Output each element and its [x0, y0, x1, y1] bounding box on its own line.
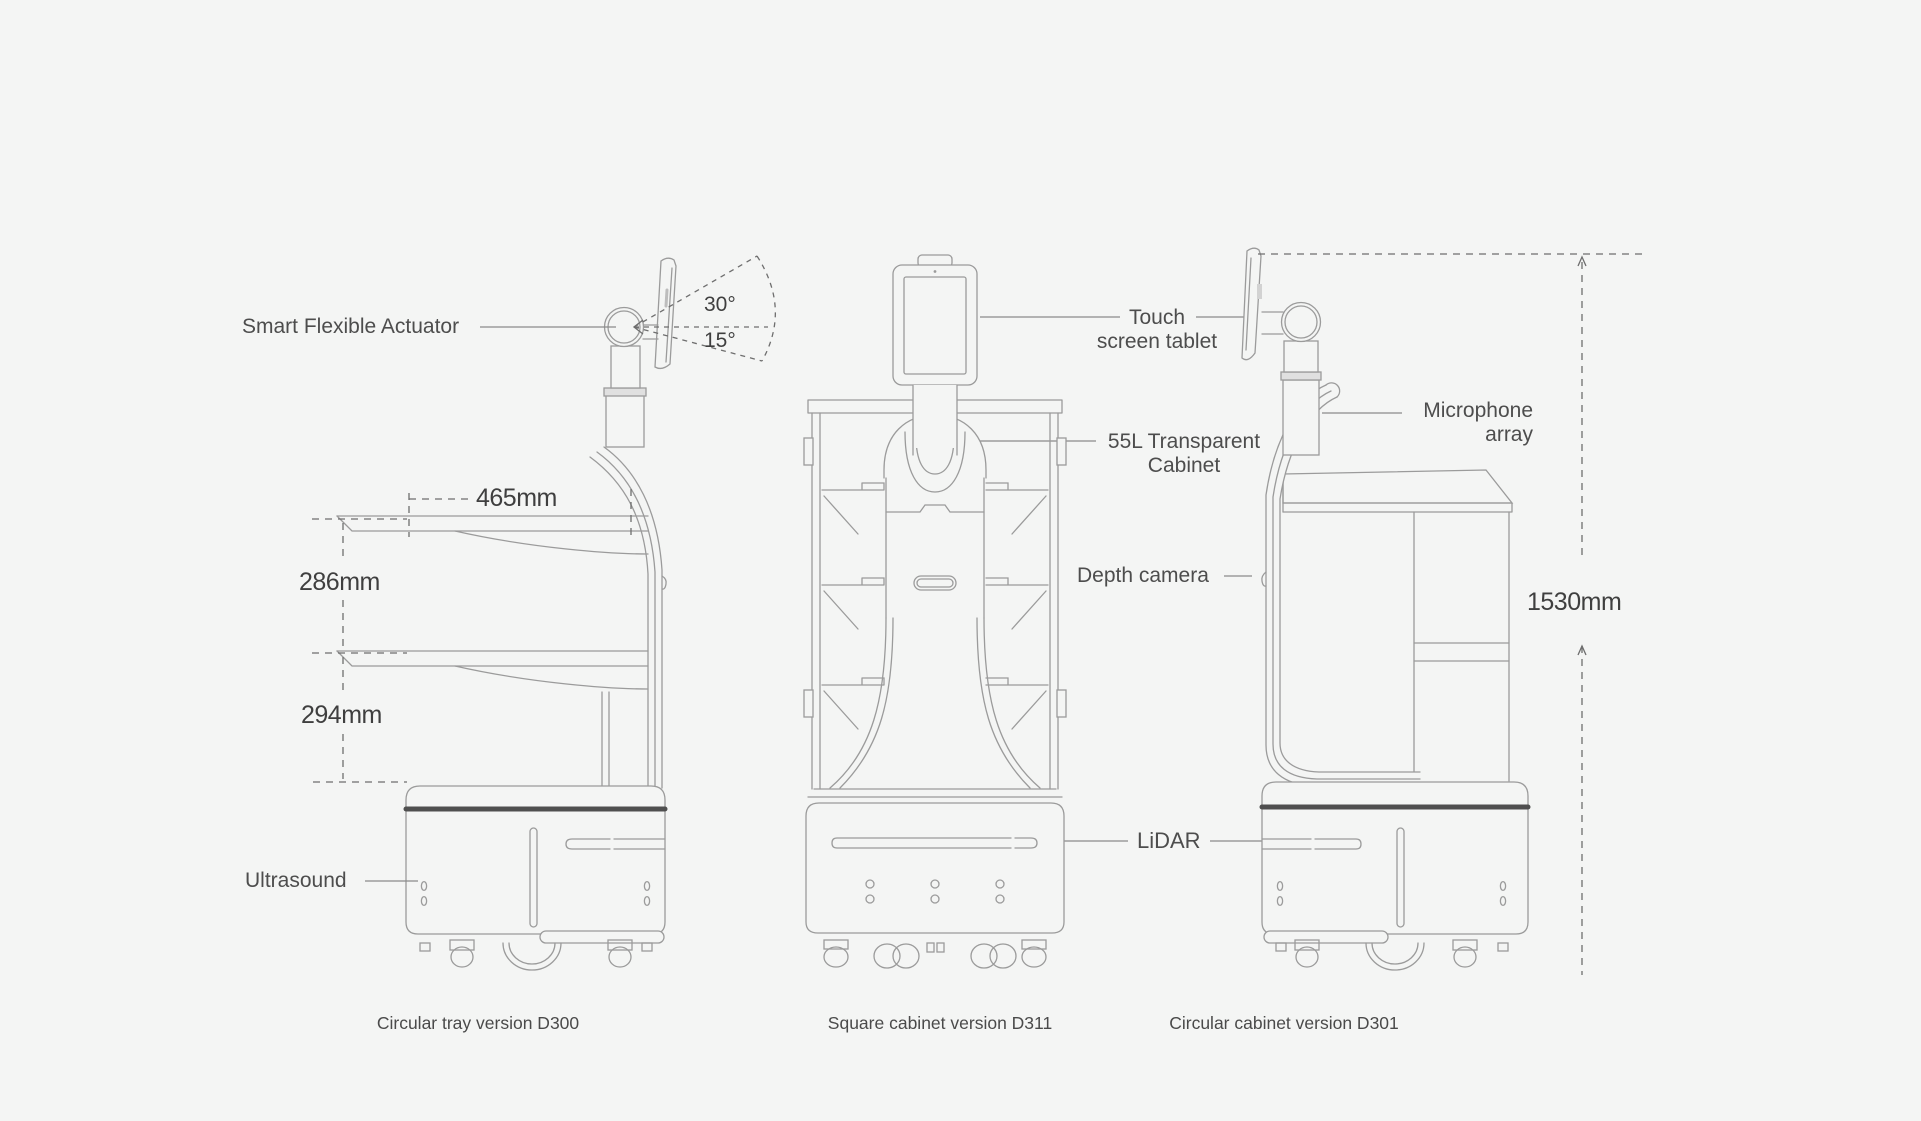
d311-shelves: [822, 483, 1048, 729]
d301-tablet-camera-bump: [1257, 284, 1262, 299]
angle-arc: [757, 256, 775, 361]
d300-actuator-pole: [604, 346, 646, 447]
d311-handle-pill: [914, 576, 956, 590]
dim-tray-gap-upper: 286mm: [299, 568, 380, 596]
angle-30-ray: [634, 256, 757, 327]
d311-arm-right-outer: [984, 618, 1040, 788]
dim-tray-gap-lower: 294mm: [301, 701, 382, 729]
label-touch-screen-tablet-line2: screen tablet: [1096, 330, 1218, 353]
d311-wheels: [824, 940, 1046, 968]
d301-base: [1262, 782, 1528, 970]
d311-cabinet-floor: [808, 789, 1062, 797]
caption-d300: Circular tray version D300: [376, 1013, 580, 1033]
label-ultrasound: Ultrasound: [245, 869, 347, 892]
label-lidar: LiDAR: [1137, 828, 1201, 853]
d301-actuator-pole: [1281, 341, 1321, 455]
label-55l-cabinet-line1: 55L Transparent: [1107, 430, 1261, 453]
label-microphone-array-line2: array: [1485, 423, 1533, 446]
d311-tower-seam: [886, 505, 984, 512]
label-microphone-array: [1405, 399, 1533, 447]
d301-actuator-joint: [1282, 303, 1321, 342]
d311-central-tower: [830, 415, 1040, 788]
d300-base: [406, 786, 665, 970]
robot-d311-drawing: [804, 255, 1066, 968]
d301-tablet-arm: [1262, 312, 1283, 334]
d300-trays: [337, 516, 648, 786]
caption-d311: Square cabinet version D311: [827, 1013, 1053, 1033]
d311-neck-mask: [913, 385, 957, 448]
label-smart-flexible-actuator: Smart Flexible Actuator: [242, 315, 460, 338]
label-touch-screen-tablet-line1: Touch: [1128, 306, 1186, 329]
angle-15-ray: [634, 327, 762, 361]
d300-wheels: [420, 931, 664, 970]
label-depth-camera: Depth camera: [1077, 564, 1209, 587]
d311-arm-left-outer: [830, 618, 886, 788]
label-55l-cabinet-line2: Cabinet: [1147, 454, 1221, 477]
d301-tablet-side: [1242, 248, 1283, 359]
d301-cabinet-shelf-band: [1414, 643, 1509, 661]
dimension-lines-d300: [312, 489, 631, 782]
robot-d301-drawing: [1242, 248, 1528, 970]
label-angle-15: 15°: [704, 329, 736, 352]
d301-cabinet: [1283, 470, 1512, 781]
caption-d301: Circular cabinet version D301: [1169, 1013, 1399, 1033]
dim-total-height: 1530mm: [1527, 588, 1622, 616]
robot-d300-drawing: [337, 258, 676, 970]
dim-tray-width: 465mm: [476, 484, 557, 512]
label-microphone-array-line1: Microphone: [1423, 399, 1533, 422]
label-touch-screen-tablet: [1090, 306, 1224, 354]
d300-tablet-side: [643, 258, 676, 368]
label-angle-30: 30°: [704, 293, 736, 316]
label-55l-cabinet: [1098, 430, 1270, 478]
d301-wheels: [1264, 931, 1508, 970]
d311-tablet-camera-dot: [934, 270, 937, 273]
d311-base: [806, 803, 1064, 968]
d300-tray-support: [602, 692, 609, 786]
